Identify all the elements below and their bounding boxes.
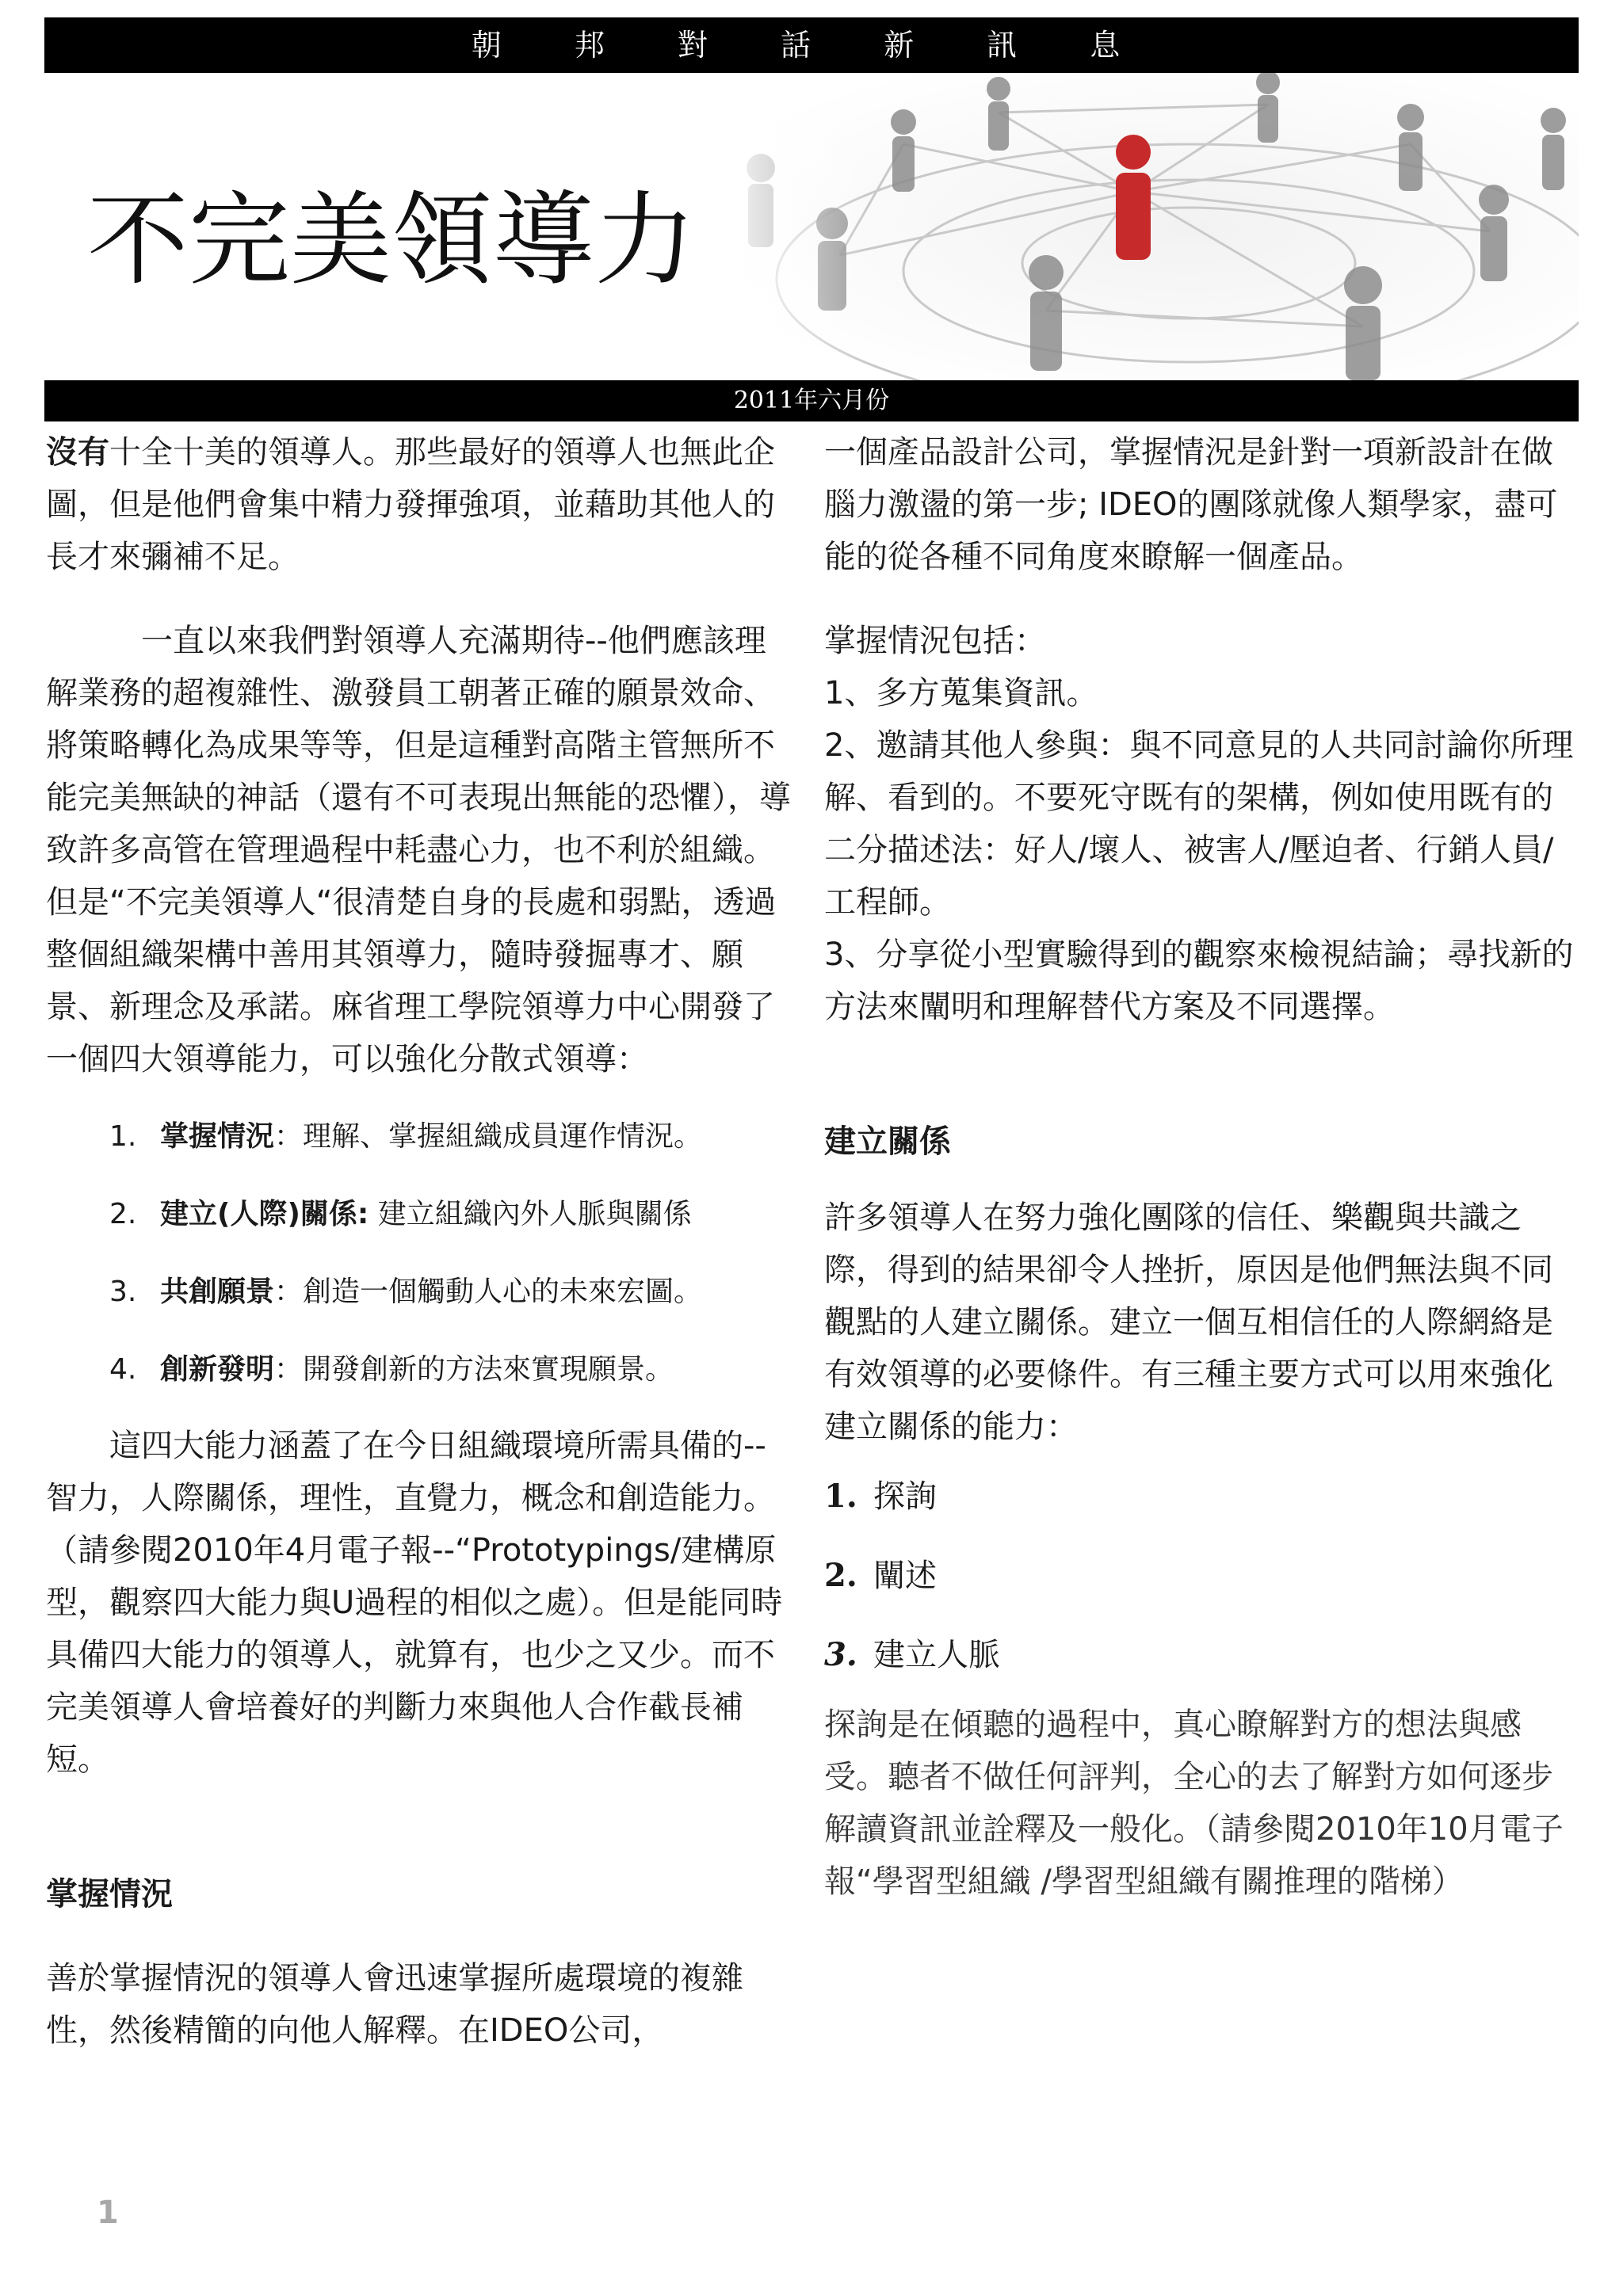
method-item bbox=[824, 1470, 1575, 1523]
body-paragraph: 這四大能力涵蓋了在今日組織環境所需具備的--智力，人際關係，理性，直覺力，概念和創造能力。（請參閱2010年4月電子報--“Prototypings/建構原型，觀察四大能力與U過程的相似之處）。但是能同時具備四大能力的領導人，就算有，也少之又少。而不完美領導人會培養好的判斷力來與他人合作截長補短。 bbox=[46, 1428, 783, 1778]
ability-separator: : bbox=[357, 1198, 369, 1230]
ability-item bbox=[109, 1272, 797, 1312]
ability-list bbox=[46, 1117, 797, 1390]
list-item: 3、分享從小型實驗得到的觀察來檢視結論；尋找新的方法來闡明和理解替代方案及不同選擇。 bbox=[824, 936, 1574, 1025]
left-column bbox=[46, 426, 797, 2057]
intro-lead: 沒有 bbox=[46, 434, 109, 471]
ability-description: 理解、掌握組織成員運作情況。 bbox=[303, 1120, 703, 1153]
intro-rest: 十全十美的領導人。那些最好的領導人也無此企圖，但是他們會集中精力發揮強項，並藉助其他人的長才來彌補不足。 bbox=[46, 434, 775, 575]
list-label: 掌握情況包括： bbox=[824, 623, 1046, 659]
method-label: 建立人脈 bbox=[873, 1637, 1000, 1673]
ability-number: 4. bbox=[109, 1353, 137, 1386]
ability-item bbox=[109, 1350, 797, 1390]
list-item: 2、邀請其他人參與：與不同意見的人共同討論你所理解、看到的。不要死守既有的架構，例如使用既有的二分描述法：好人/壞人、被害人/壓迫者、行銷人員/工程師。 bbox=[824, 727, 1574, 921]
people-network-image bbox=[713, 73, 1579, 380]
method-number: 1. bbox=[824, 1478, 857, 1515]
page-title: 不完美領導力 bbox=[87, 181, 697, 299]
ability-description: 創造一個觸動人心的未來宏圖。 bbox=[303, 1276, 703, 1308]
issue-date: 2011年六月份 bbox=[44, 380, 1579, 421]
body-paragraph: 善於掌握情況的領導人會迅速掌握所處環境的複雜性，然後精簡的向他人解釋。在IDEO公司， bbox=[46, 1960, 743, 2049]
method-number: 3. bbox=[824, 1636, 857, 1673]
ability-number: 3. bbox=[109, 1276, 137, 1308]
ability-term: 掌握情況 bbox=[160, 1120, 275, 1153]
people-network-icon bbox=[713, 73, 1579, 380]
newsletter-banner: 朝 邦 對 話 新 訊 息 bbox=[44, 17, 1579, 73]
body-paragraph: 探詢是在傾聽的過程中，真心瞭解對方的想法與感受。聽者不做任何評判，全心的去了解對方如何逐步解讀資訊並詮釋及一般化。（請參閱2010年10月電子報“學習型組織 /學習型組織有關推理的階梯） bbox=[824, 1707, 1564, 1900]
ability-term: 建立(人際)關係 bbox=[160, 1198, 357, 1230]
section-heading: 建立關係 bbox=[824, 1123, 951, 1160]
ability-description: 建立組織內外人脈與關係 bbox=[369, 1198, 692, 1230]
body-paragraph: 一個產品設計公司，掌握情況是針對一項新設計在做腦力激盪的第一步; IDEO的團隊就像人類學家，盡可能的從各種不同角度來瞭解一個產品。 bbox=[824, 434, 1558, 575]
method-number: 2. bbox=[824, 1557, 857, 1594]
ability-separator: ： bbox=[274, 1353, 304, 1386]
list-item: 1、多方蒐集資訊。 bbox=[824, 675, 1098, 711]
method-list bbox=[824, 1470, 1575, 1681]
ability-separator: ： bbox=[274, 1276, 304, 1308]
ability-item bbox=[109, 1195, 797, 1234]
body-paragraph: 一直以來我們對領導人充滿期待--他們應該理解業務的超複雜性、激發員工朝著正確的願景效命、將策略轉化為成果等等，但是這種對高階主管無所不能完美無缺的神話（還有不可表現出無能的恐懼），導致許多高管在管理過程中耗盡心力，也不利於組織。 但是“不完美領導人“很清楚自身的長處和弱點，透過整個組織架構中善用其領導力，隨時發掘專才、願景、新理念及承諾。麻省理工學院領導力中心開發了一個四大領導能力，可以強化分散式領導： bbox=[46, 623, 791, 1077]
ability-description: 開發創新的方法來實現願景。 bbox=[303, 1353, 674, 1386]
body-paragraph: 許多領導人在努力強化團隊的信任、樂觀與共識之際，得到的結果卻令人挫折，原因是他們無法與不同觀點的人建立關係。建立一個互相信任的人際網絡是有效領導的必要條件。有三種主要方式可以用來強化建立關係的能力： bbox=[824, 1199, 1553, 1445]
page-number: 1 bbox=[97, 2195, 119, 2231]
right-column bbox=[824, 426, 1575, 1908]
method-label: 探詢 bbox=[873, 1478, 937, 1515]
ability-term: 共創願景 bbox=[160, 1276, 275, 1308]
method-label: 闡述 bbox=[873, 1558, 937, 1594]
intro-paragraph bbox=[46, 426, 797, 583]
ability-number: 1. bbox=[109, 1120, 137, 1153]
ability-separator: ： bbox=[274, 1120, 304, 1153]
ability-item bbox=[109, 1117, 797, 1157]
ability-term: 創新發明 bbox=[160, 1353, 275, 1386]
method-item bbox=[824, 1550, 1575, 1602]
method-item bbox=[824, 1629, 1575, 1681]
ability-number: 2. bbox=[109, 1198, 137, 1230]
section-heading: 掌握情況 bbox=[46, 1876, 173, 1913]
